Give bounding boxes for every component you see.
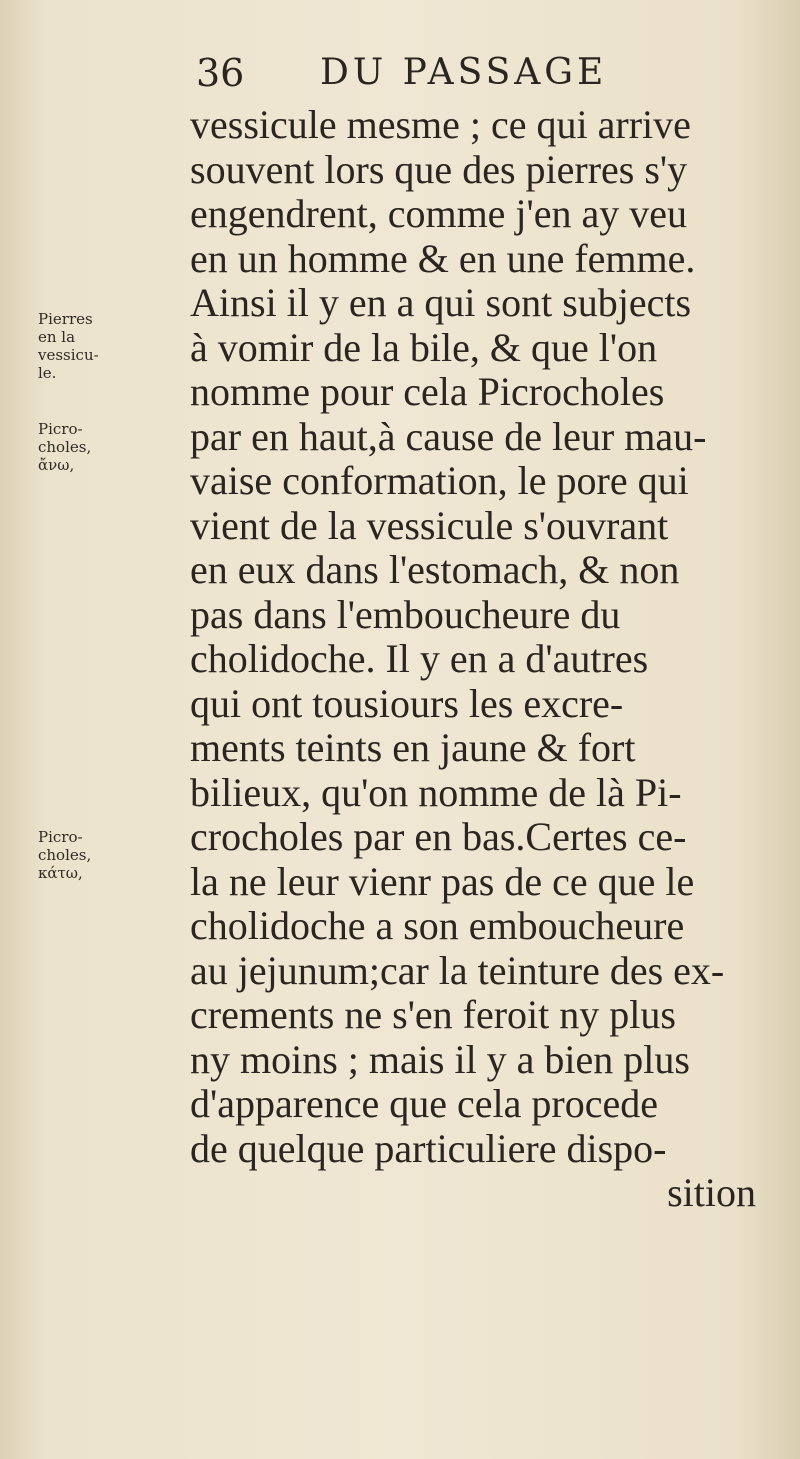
text-line: de quelque particuliere dispo- xyxy=(190,1125,667,1171)
text-line: crements ne s'en feroit ny plus xyxy=(190,992,676,1037)
margin-note-pierres xyxy=(38,310,158,382)
margin-note-line: choles, xyxy=(38,438,92,456)
margin-note-line: ἄνω, xyxy=(38,456,75,474)
text-line: pas dans l'emboucheure du xyxy=(190,591,621,637)
margin-note-line: Picro- xyxy=(38,828,83,846)
text-line: d'apparence que cela procede xyxy=(190,1081,659,1126)
text-line: cholidoche a son emboucheure xyxy=(190,903,685,948)
text-line: qui ont tousiours les excre- xyxy=(190,680,624,726)
text-line: au jejunum;car la teinture des ex- xyxy=(190,947,725,993)
body-text xyxy=(190,103,780,1216)
text-line: cholidoche. Il y en a d'autres xyxy=(190,636,649,681)
page-number: 36 xyxy=(196,51,245,95)
text-line: Ainsi il y en a qui sont subjects xyxy=(190,280,692,325)
text-line: engendrent, comme j'en ay veu xyxy=(190,191,688,236)
text-line: vaise conformation, le pore qui xyxy=(190,458,689,503)
margin-note-line: le. xyxy=(38,364,57,382)
text-line: à vomir de la bile, & que l'on xyxy=(190,324,658,370)
text-line: vessicule mesme ; ce qui arrive xyxy=(190,102,691,147)
text-line: par en haut,à cause de leur mau- xyxy=(190,413,707,459)
margin-note-picrocholes-ano xyxy=(38,420,158,474)
text-line: bilieux, qu'on nomme de là Pi- xyxy=(190,769,682,815)
text-line: souvent lors que des pierres s'y xyxy=(190,146,688,192)
text-line: vient de la vessicule s'ouvrant xyxy=(190,502,669,548)
margin-note-line: Pierres xyxy=(38,310,93,328)
margin-note-line: en la xyxy=(38,328,76,346)
text-line: ny moins ; mais il y a bien plus xyxy=(190,1036,690,1082)
text-line: en eux dans l'estomach, & non xyxy=(190,547,680,592)
margin-note-line: choles, xyxy=(38,846,92,864)
margin-note-line: Picro- xyxy=(38,420,83,438)
text-line: nomme pour cela Picrocholes xyxy=(190,369,665,414)
catchword-line: sition xyxy=(667,1170,756,1215)
running-head: DU PASSAGE xyxy=(320,52,608,93)
text-line: ments teints en jaune & fort xyxy=(190,725,636,770)
text-line: crocholes par en bas.Certes ce- xyxy=(190,814,687,859)
page-header xyxy=(196,48,696,98)
margin-note-line: κάτω, xyxy=(38,864,83,882)
text-line: en un homme & en une femme. xyxy=(190,235,696,281)
text-line: la ne leur vienr pas de ce que le xyxy=(190,858,695,904)
margin-note-line: vessicu- xyxy=(38,346,99,364)
margin-note-picrocholes-kato xyxy=(38,828,158,882)
